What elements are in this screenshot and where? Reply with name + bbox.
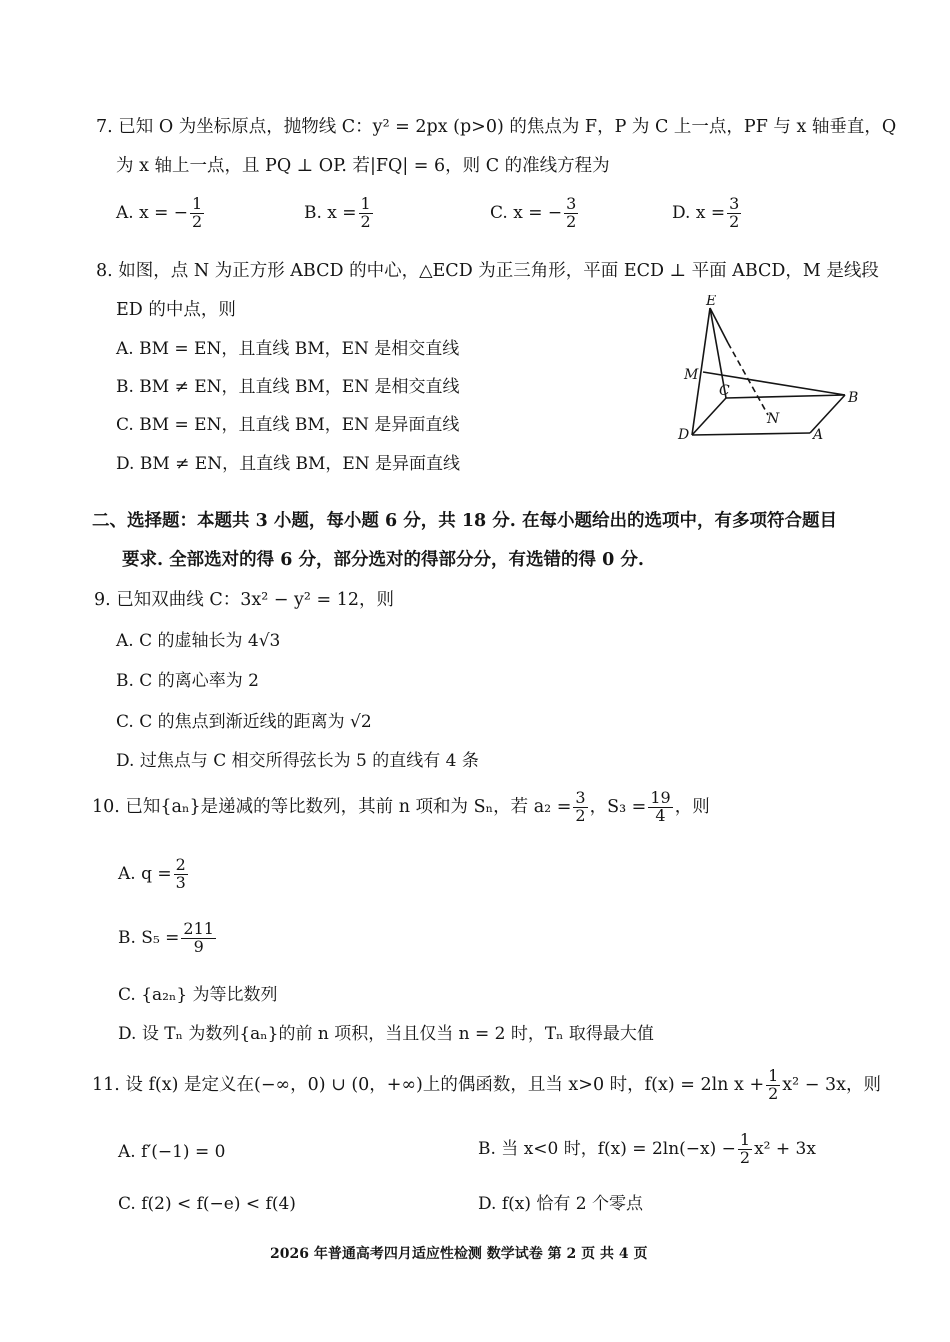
q10-a2-fraction	[573, 790, 587, 825]
label-C: C	[719, 383, 730, 399]
q11-stem-part1: 11. 设 f(x) 是定义在(−∞，0) ∪ (0，+∞)上的偶函数，且当 x>0 时，f(x) = 2ln x +	[92, 1074, 765, 1095]
q10-option-d: D. 设 Tₙ 为数列{aₙ}的前 n 项积，当且仅当 n = 2 时，Tₙ 取得最大值	[118, 1024, 654, 1044]
q9-option-a: A. C 的虚轴长为 4√3	[116, 631, 281, 651]
q7-line1: 7. 已知 O 为坐标原点，抛物线 C：y² = 2px (p>0) 的焦点为 F，P 为 C 上一点，PF 与 x 轴垂直，Q	[96, 117, 897, 137]
q7-option-b-prefix: B. x =	[304, 203, 357, 224]
q11-option-b-fraction	[738, 1132, 752, 1167]
numerator: 1	[739, 1130, 751, 1149]
q7-option-d-fraction	[727, 196, 741, 231]
label-D: D	[678, 427, 690, 443]
q9-option-c: C. C 的焦点到渐近线的距离为 √2	[116, 712, 372, 732]
q7-option-b	[304, 196, 490, 231]
denominator: 2	[729, 211, 740, 231]
denominator: 2	[739, 1147, 751, 1167]
q7-option-b-fraction	[359, 196, 373, 231]
numerator: 3	[575, 788, 586, 807]
q10-option-a-prefix: A. q =	[118, 864, 172, 885]
numerator: 2	[175, 855, 186, 874]
q9-stem: 9. 已知双曲线 C：3x² − y² = 12，则	[94, 590, 394, 610]
edge-DA	[692, 433, 810, 435]
q9-option-b: B. C 的离心率为 2	[116, 671, 259, 691]
numerator: 1	[360, 194, 371, 213]
label-A: A	[813, 427, 824, 443]
q7-option-a	[116, 196, 304, 231]
q8-option-c: C. BM = EN，且直线 BM，EN 是异面直线	[116, 415, 460, 435]
q7-option-c-fraction	[564, 196, 578, 231]
q11-stem-fraction	[766, 1068, 780, 1103]
edge-CB	[726, 395, 845, 398]
q7-option-a-fraction	[190, 196, 204, 231]
denominator: 2	[566, 211, 577, 231]
q11-stem	[92, 1068, 881, 1103]
q8-line1: 8. 如图，点 N 为正方形 ABCD 的中心，△ECD 为正三角形，平面 ECD ⊥ 平面 ABCD，M 是线段	[96, 261, 879, 281]
q10-option-a	[118, 857, 190, 892]
q7-option-a-prefix: A. x = −	[116, 203, 188, 224]
denominator: 3	[175, 872, 186, 892]
numerator: 1	[768, 1066, 779, 1085]
numerator: 1	[191, 194, 203, 213]
denominator: 4	[655, 805, 666, 825]
denominator: 2	[575, 805, 586, 825]
q10-stem-part2: ，S₃ =	[589, 796, 647, 817]
label-E: E	[706, 295, 717, 309]
label-B: B	[848, 390, 859, 406]
q10-option-b	[118, 921, 218, 956]
denominator: 2	[191, 211, 203, 231]
q11-option-b	[478, 1132, 816, 1167]
q10-stem-part3: ，则	[674, 796, 710, 817]
q8-geometry-figure	[670, 295, 870, 450]
q7-option-d-prefix: D. x =	[672, 203, 726, 224]
q7-option-c	[490, 196, 672, 231]
numerator: 3	[729, 194, 740, 213]
denominator: 9	[193, 936, 204, 956]
q8-option-b: B. BM ≠ EN，且直线 BM，EN 是相交直线	[116, 377, 460, 397]
q10-option-b-fraction	[181, 921, 216, 956]
page-footer: 2026 年普通高考四月适应性检测 数学试卷 第 2 页 共 4 页	[270, 1246, 648, 1262]
section2-heading-line1: 二、选择题：本题共 3 小题，每小题 6 分，共 18 分. 在每小题给出的选项中，有多项符合题目	[92, 511, 837, 531]
q11-stem-part2: x² − 3x，则	[782, 1074, 881, 1095]
q11-option-a: A. f′(−1) = 0	[118, 1142, 226, 1162]
q8-option-d: D. BM ≠ EN，且直线 BM，EN 是异面直线	[116, 454, 461, 474]
q9-option-d: D. 过焦点与 C 相交所得弦长为 5 的直线有 4 条	[116, 751, 479, 771]
numerator: 211	[183, 919, 214, 938]
q8-line2: ED 的中点，则	[116, 300, 236, 320]
q11-option-d: D. f(x) 恰有 2 个零点	[478, 1194, 644, 1214]
q10-s3-fraction	[648, 790, 672, 825]
label-M: M	[684, 367, 699, 383]
numerator: 3	[566, 194, 577, 213]
q10-option-b-prefix: B. S₅ =	[118, 928, 180, 949]
denominator: 2	[360, 211, 371, 231]
label-N: N	[767, 411, 780, 427]
q7-line2: 为 x 轴上一点，且 PQ ⊥ OP. 若|FQ| = 6，则 C 的准线方程为	[116, 156, 610, 176]
section2-heading-line2: 要求. 全部选对的得 6 分，部分选对的得部分分，有选错的得 0 分.	[122, 550, 644, 570]
q7-options	[116, 196, 743, 231]
q10-option-c: C. {a₂ₙ} 为等比数列	[118, 985, 278, 1005]
denominator: 2	[768, 1083, 779, 1103]
q8-option-a: A. BM = EN，且直线 BM，EN 是相交直线	[116, 339, 460, 359]
q11-option-b-part2: x² + 3x	[754, 1139, 816, 1160]
segment-EN-dashed	[728, 343, 768, 415]
q7-option-c-prefix: C. x = −	[490, 203, 563, 224]
q10-stem	[92, 790, 710, 825]
q10-option-a-fraction	[174, 857, 188, 892]
q11-option-c: C. f(2) < f(−e) < f(4)	[118, 1194, 296, 1214]
q7-option-d	[672, 196, 743, 231]
numerator: 19	[650, 788, 671, 807]
q11-option-b-part1: B. 当 x<0 时，f(x) = 2ln(−x) −	[478, 1139, 736, 1160]
q10-stem-part1: 10. 已知{aₙ}是递减的等比数列，其前 n 项和为 Sₙ，若 a₂ =	[92, 796, 572, 817]
